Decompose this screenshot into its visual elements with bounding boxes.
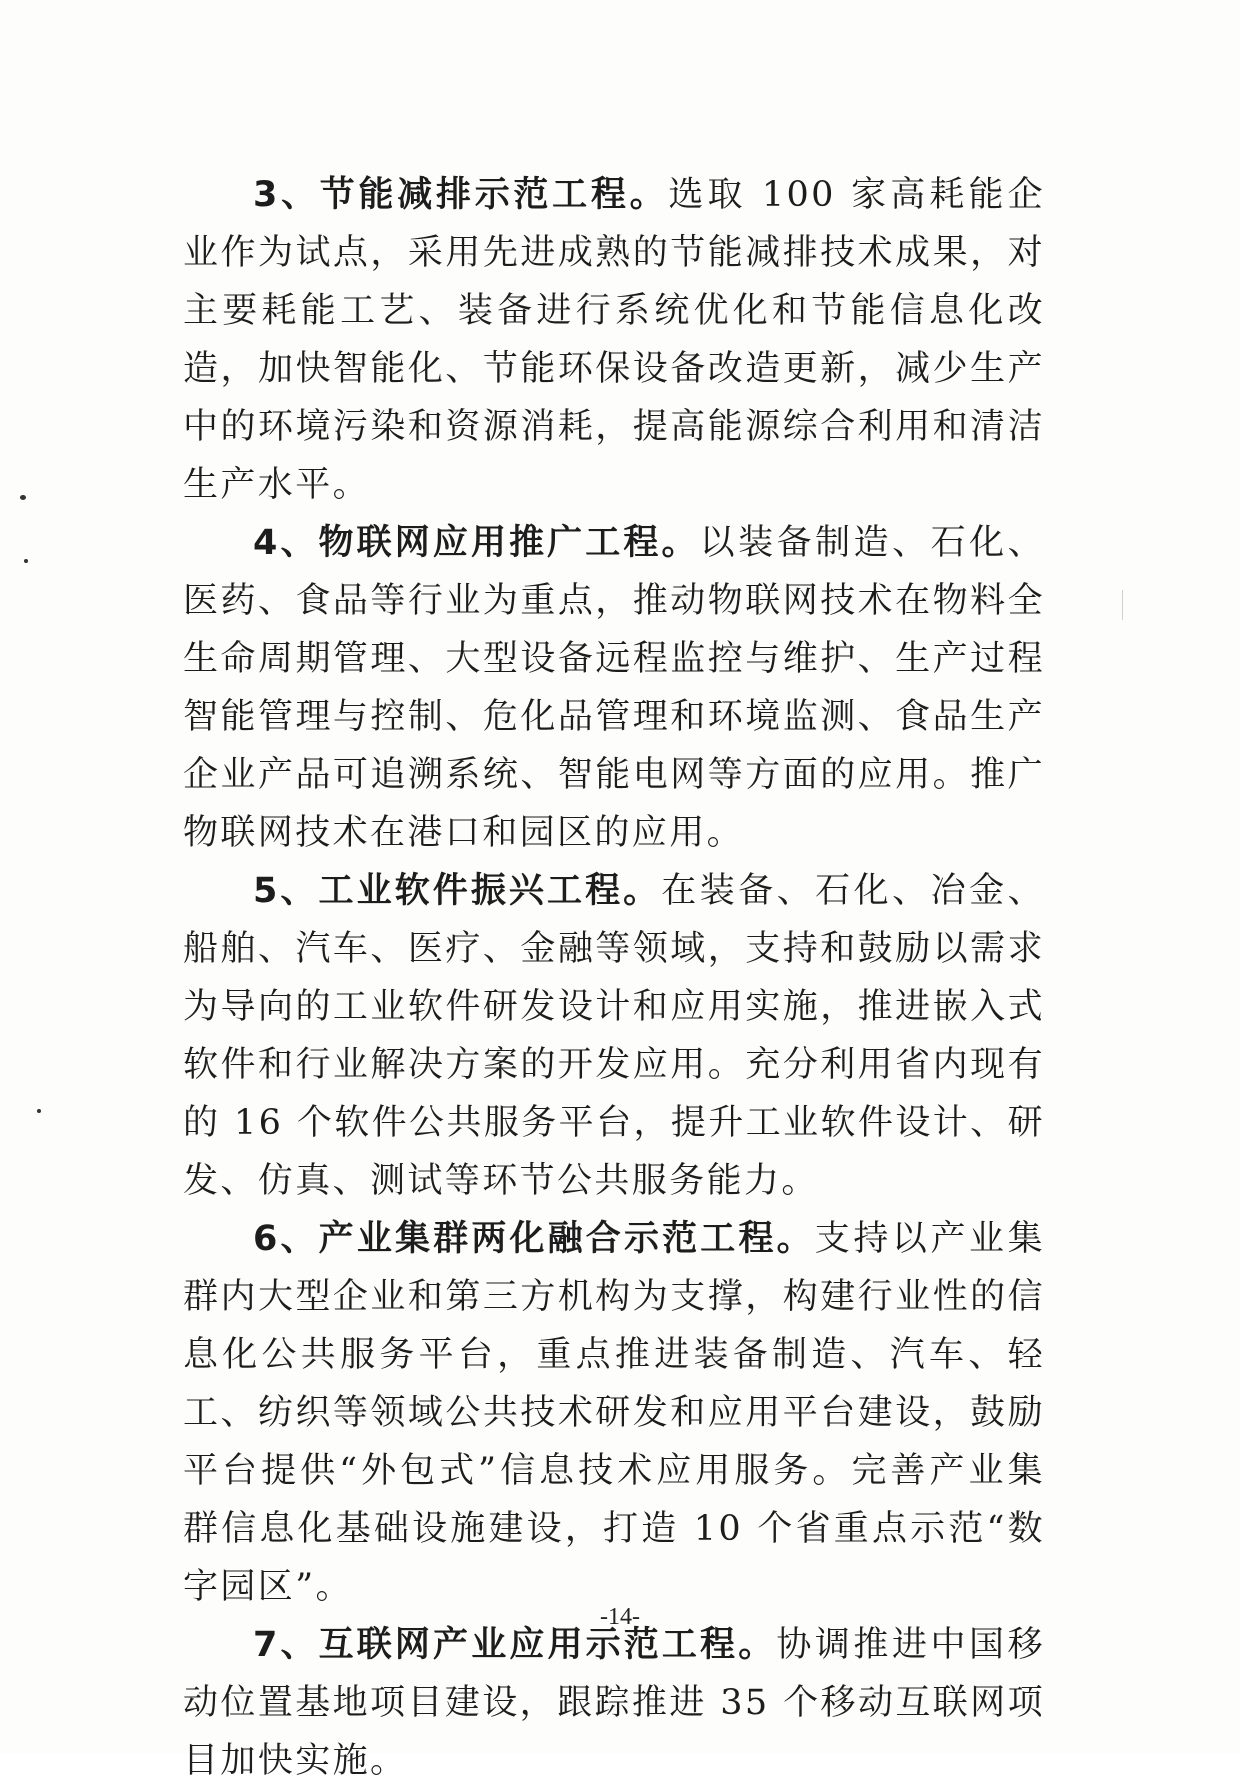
section-body: 支持以产业集群内大型企业和第三方机构为支撑，构建行业性的信息化公共服务平台，重点推进装备制造、汽车、轻工、纺织等领域公共技术研发和应用平台建设，鼓励平台提供“外包式”信息技术应用服务。完善产业集群信息化基础设施建设，打造 10 个省重点示范“数字园区”。 <box>183 1219 1045 1607</box>
section-body: 选取 100 家高耗能企业作为试点，采用先进成熟的节能减排技术成果，对主要耗能工艺、装备进行系统优化和节能信息化改造，加快智能化、节能环保设备改造更新，减少生产中的环境污染和资源消耗，提高能源综合利用和清洁生产水平。 <box>183 175 1046 505</box>
section-paragraph <box>183 166 1045 514</box>
section-heading: 3、节能减排示范工程。 <box>253 175 669 215</box>
document-body <box>183 166 1045 1790</box>
section-heading: 4、物联网应用推广工程。 <box>253 523 700 563</box>
scan-speck <box>20 495 26 500</box>
section-body: 以装备制造、石化、医药、食品等行业为重点，推动物联网技术在物料全生命周期管理、大型设备远程监控与维护、生产过程智能管理与控制、危化品管理和环境监测、食品生产企业产品可追溯系统、智能电网等方面的应用。推广物联网技术在港口和园区的应用。 <box>183 523 1045 853</box>
section-paragraph <box>183 1210 1045 1616</box>
section-heading: 5、工业软件振兴工程。 <box>253 871 662 911</box>
scan-artifact-line <box>1122 590 1123 620</box>
section-paragraph <box>183 514 1045 862</box>
scan-speck <box>24 559 28 563</box>
section-paragraph <box>183 1616 1045 1790</box>
section-body: 协调推进中国移动位置基地项目建设，跟踪推进 35 个移动互联网项目加快实施。 <box>183 1625 1045 1781</box>
section-body: 在装备、石化、冶金、船舶、汽车、医疗、金融等领域，支持和鼓励以需求为导向的工业软件研发设计和应用实施，推进嵌入式软件和行业解决方案的开发应用。充分利用省内现有的 16 个软件公共服务平台，提升工业软件设计、研发、仿真、测试等环节公共服务能力。 <box>183 871 1045 1201</box>
section-paragraph <box>183 862 1045 1210</box>
section-heading: 6、产业集群两化融合示范工程。 <box>253 1219 815 1259</box>
scan-speck <box>37 1109 41 1113</box>
page-number: -14- <box>600 1604 640 1630</box>
section-heading: 7、互联网产业应用示范工程。 <box>253 1625 777 1665</box>
